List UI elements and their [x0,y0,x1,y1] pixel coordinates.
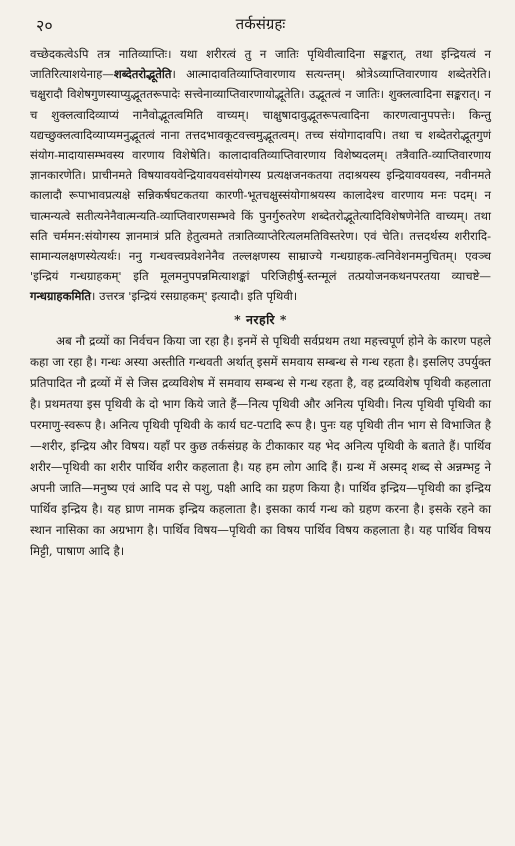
sanskrit-text-end: । उत्तरत्र 'इन्द्रियं रसग्राहकम्' इत्यादौ। इति पृथिवी। [91,289,298,304]
hindi-commentary-paragraph: अब नौ द्रव्यों का निर्वचन किया जा रहा है। इनमें से पृथिवी सर्वप्रथम तथा महत्त्वपूर्ण होने के कारण पहले कहा जा रहा है। गन्धः अस्या अस्तीति गन्धवती अर्थात् इसमें समवाय सम्बन्ध से गन्ध रहता है। इसलिए उपर्युक्त प्रतिपादित नौ द्रव्यों में से जिस द्रव्यविशेष में समवाय सम्बन्ध से गन्ध रहता है, वह द्रव्यविशेष पृथिवी कहलाता है। प्रथमतया इस पृथिवी के दो भाग किये जाते हैं—नित्य पृथिवी और अनित्य पृथिवी। नित्य पृथिवी पृथिवी का परमाणु-स्वरूप है। अनित्य पृथिवी पृथिवी के कार्य घट-पटादि रूप है। पुनः यह पृथिवी तीन भाग से विभाजित है—शरीर, इन्द्रिय और विषय। यहाँ पर कुछ तर्कसंग्रह के टीकाकार यह भेद अनित्य पृथिवी के बताते हैं। पार्थिव शरीर—पृथिवी का शरीर पार्थिव शरीर कहलाता है। यह हम लोग आदि हैं। ग्रन्थ में अस्मद् शब्द से अन्नम्भट्ट ने अपनी जाति—मनुष्य एवं आदि पद से पशु, पक्षी आदि का ग्रहण किया है। पार्थिव इन्द्रिय—पृथिवी का इन्द्रिय पार्थिव इन्द्रिय है। यह घ्राण नामक इन्द्रिय कहलाता है। इसका कार्य गन्ध को ग्रहण करना है। इसके रहने का स्थान नासिका का अग्रभाग है। पार्थिव विषय—पृथिवी का विषय पार्थिव विषय कहलाता है। यह पार्थिव विषय मिट्टी, पाषाण आदि है। [30,333,491,558]
running-header [30,10,491,36]
sanskrit-text-start: वच्छेदकत्वेऽपि तत्र नातिव्याप्तिः। यथा शरीरत्वं तु न जातिः पृथिवीत्वादिना सङ्करात्, तथा इन्द्रियत्वं न जातिरित्याशयेनाह— [30,47,491,82]
bold-term-gandhagrahakamiti: गन्धग्राहकमिति [30,289,92,304]
running-title: तर्कसंग्रहः [235,15,286,33]
page-number: २० [36,16,53,35]
section-heading: * नरहरि * [234,311,287,327]
sanskrit-commentary-paragraph [30,44,491,307]
bold-term-shabdetarodbhuteti: शब्देतरोद्भूतेति [113,67,172,82]
sanskrit-text-middle: । आत्मादावतिव्याप्तिवारणाय सत्यन्तम्। श्रोत्रेऽव्याप्तिवारणाय शब्देतरेति। चक्षुरादौ विशेषगुणस्याप्युद्भूततरूपादेः सत्त्वेनाव्याप्तिवारणायोद्भूतेति। उद्भूतत्वं न जातिः। शुक्लत्वादिना सङ्करात्। न च शुक्लत्वादिव्याप्यं नानैवोद्भूतत्वमिति वाच्यम्। चाक्षुषादावुद्भूतरूपत्वादिना कारणत्वानुपपत्तेः। किन्तु यद्यच्छुक्लत्वादिव्याप्यमनुद्भूतत्वं नाना तत्तदभावकूटवत्त्वमुद्भूतत्वम्। तच्च संयोगादावपि। तथा च शब्देतरोद्भूतगुणं संयोग-मादायासम्भवस्य वारणाय विशेषेति। कालादावतिव्याप्तिवारणाय विशेष्यदलम्। तत्रैवाति-व्याप्तिवारणाय ज्ञानकारणेति। प्राचीनमते विषयावयवेन्द्रियावयवसंयोगस्य प्रत्यक्षजनकतया तदाश्रयस्य इन्द्रियावयवस्य, नवीनमते कालादौ रूपाभावप्रत्यक्षे सन्निकर्षघटकतया कारणी-भूतचक्षुस्संयोगाश्रयस्य कालादेश्च वारणाय मनः पदम्। न चात्मन्यत्वे सतीत्यनेनैवात्मन्यति-व्याप्तिवारणसम्भवे किं पुनर्गुरुतरेण शब्देतरोद्भूतेत्यादिविशेषणेनेति वाच्यम्। तथा सति चर्ममन:संयोगस्य ज्ञानमात्रं प्रति हेतुत्वमते तत्रातिव्याप्तेरित्यलमतिविस्तरेण। एवं चेति। तत्तदर्थस्य शरीरादि-सामान्यलक्षणस्येत्यर्थः। ननु गन्धवत्त्वप्रवेशनेनैव तल्लक्षणस्य साम्राज्ये गन्धग्राहक-त्वनिवेशनमनुचितम्। एवञ्च 'इन्द्रियं गन्धग्राहकम्' इति मूलमनुपपन्नमित्याशङ्कां परिजिहीर्षु-स्तन्मूलं तत्प्रयोजनकथनपरतया व्याचष्टे— [30,67,491,284]
